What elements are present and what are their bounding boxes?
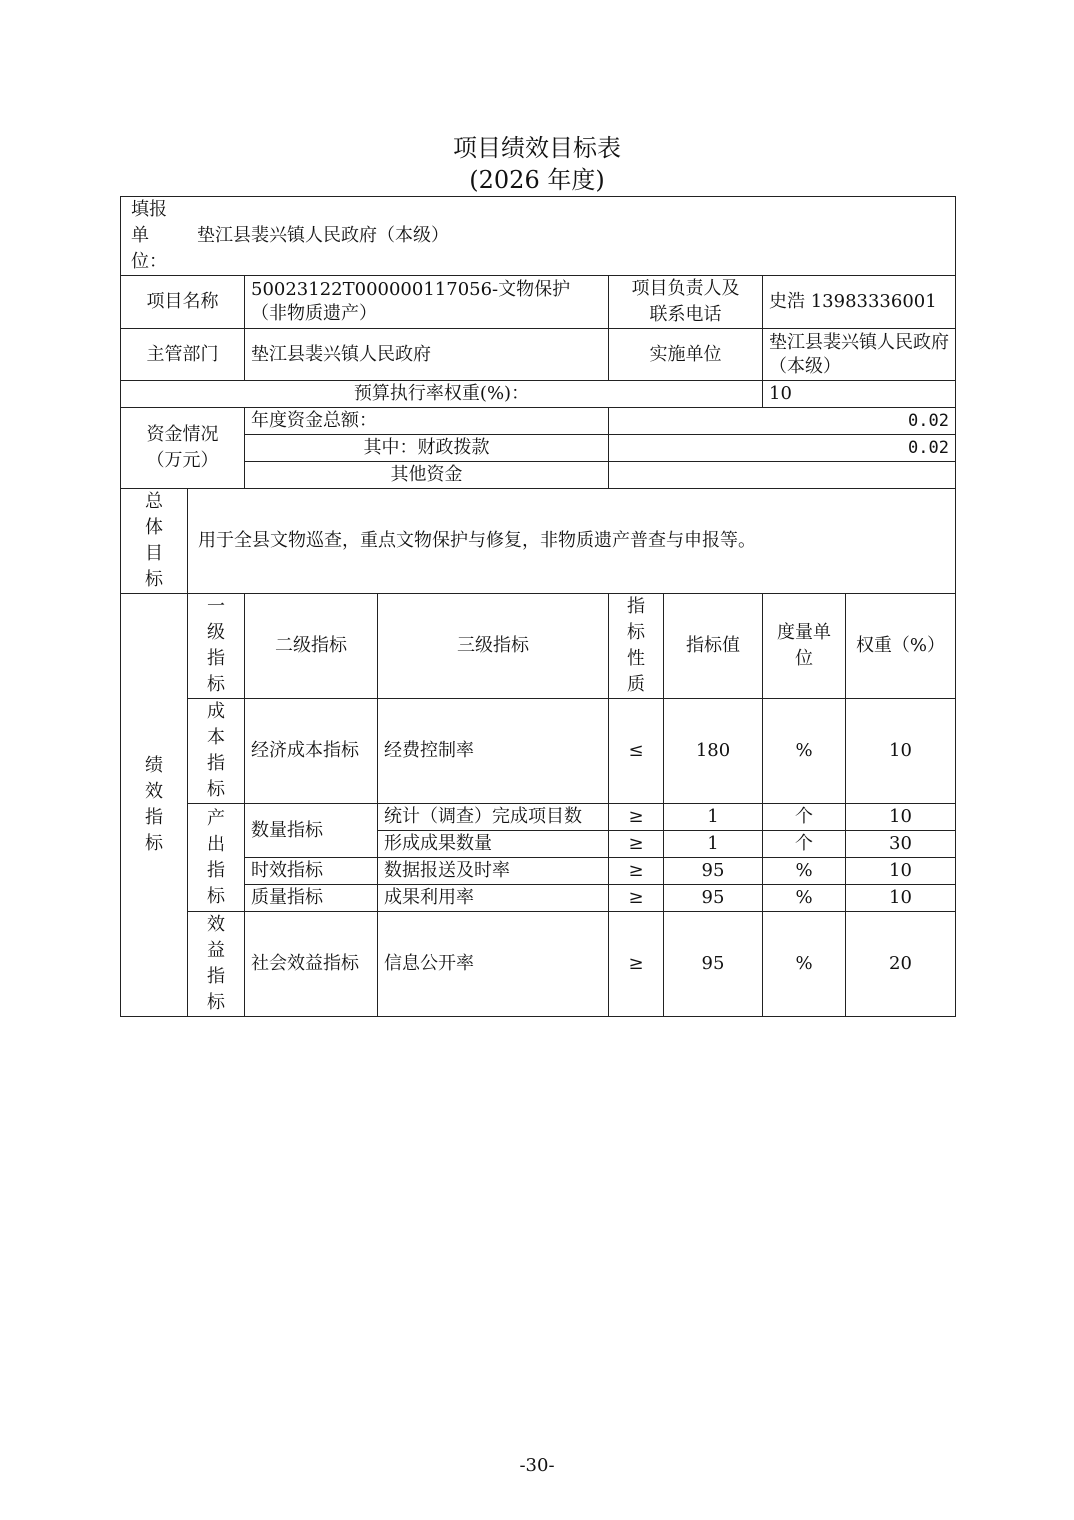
budget-rate-label: 预算执行率权重(%)： — [121, 381, 763, 408]
timeliness-value: 95 — [664, 858, 763, 885]
cost-value: 180 — [664, 699, 763, 804]
report-unit-row — [121, 197, 956, 276]
benefit-weight: 20 — [846, 912, 956, 1017]
responsible-value: 史浩 13983336001 — [763, 276, 956, 329]
timeliness-weight: 10 — [846, 858, 956, 885]
cost-weight: 10 — [846, 699, 956, 804]
header-unit: 度量单 位 — [763, 594, 846, 699]
budget-rate-row — [121, 381, 956, 408]
funds-other-row — [121, 462, 956, 489]
timeliness-level2: 时效指标 — [245, 858, 378, 885]
page-subtitle: (2026 年度) — [469, 166, 605, 194]
benefit-value: 95 — [664, 912, 763, 1017]
header-level1: 一 级 指 标 — [188, 594, 245, 699]
indicators-label: 绩 效 指 标 — [121, 594, 188, 1017]
budget-rate-value: 10 — [763, 381, 956, 408]
implementer-label: 实施单位 — [609, 329, 763, 381]
header-level2: 二级指标 — [245, 594, 378, 699]
header-level3: 三级指标 — [378, 594, 609, 699]
overall-goal-label: 总 体 目 标 — [121, 489, 188, 594]
quality-level2: 质量指标 — [245, 885, 378, 912]
page-number: -30- — [519, 1455, 555, 1476]
quality-unit: % — [763, 885, 846, 912]
timeliness-unit: % — [763, 858, 846, 885]
quantity-unit-2: 个 — [763, 831, 846, 858]
header-weight: 权重（%） — [846, 594, 956, 699]
quantity-value-1: 1 — [664, 804, 763, 831]
benefit-unit: % — [763, 912, 846, 1017]
funds-other-label: 其他资金 — [245, 462, 609, 489]
timeliness-nature: ≥ — [609, 858, 664, 885]
overall-goal-text: 用于全县文物巡查，重点文物保护与修复，非物质遗产普查与申报等。 — [188, 489, 956, 594]
table-row — [121, 885, 956, 912]
report-unit-label: 填报 单 位： — [131, 199, 167, 272]
quality-weight: 10 — [846, 885, 956, 912]
quantity-level3-2: 形成成果数量 — [378, 831, 609, 858]
cost-unit: % — [763, 699, 846, 804]
implementer-value: 垫江县裴兴镇人民政府（本级） — [763, 329, 956, 381]
project-name-row — [121, 276, 956, 329]
timeliness-level3: 数据报送及时率 — [378, 858, 609, 885]
quality-value: 95 — [664, 885, 763, 912]
benefit-level1: 效 益 指 标 — [188, 912, 245, 1017]
quantity-level2: 数量指标 — [245, 804, 378, 858]
quantity-unit-1: 个 — [763, 804, 846, 831]
funds-total-row — [121, 408, 956, 435]
benefit-nature: ≥ — [609, 912, 664, 1017]
funds-fiscal-value: 0.02 — [609, 435, 956, 462]
cost-nature: ≤ — [609, 699, 664, 804]
benefit-level2: 社会效益指标 — [245, 912, 378, 1017]
cost-level3: 经费控制率 — [378, 699, 609, 804]
quantity-nature-1: ≥ — [609, 804, 664, 831]
funds-other-value — [609, 462, 956, 489]
table-row — [121, 858, 956, 885]
table-row — [121, 699, 956, 804]
quality-level3: 成果利用率 — [378, 885, 609, 912]
quantity-weight-2: 30 — [846, 831, 956, 858]
funds-total-label: 年度资金总额： — [245, 408, 609, 435]
output-level1: 产 出 指 标 — [188, 804, 245, 912]
table-row — [121, 912, 956, 1017]
header-value: 指标值 — [664, 594, 763, 699]
project-name-value: 50023122T000000117056-文物保护（非物质遗产） — [245, 276, 609, 329]
cost-level1: 成 本 指 标 — [188, 699, 245, 804]
department-row — [121, 329, 956, 381]
quantity-nature-2: ≥ — [609, 831, 664, 858]
project-name-label: 项目名称 — [121, 276, 245, 329]
funds-fiscal-row — [121, 435, 956, 462]
benefit-level3: 信息公开率 — [378, 912, 609, 1017]
overall-goal-row — [121, 489, 956, 594]
report-unit-value: 垫江县裴兴镇人民政府（本级） — [197, 225, 449, 246]
table-row — [121, 804, 956, 831]
quality-nature: ≥ — [609, 885, 664, 912]
header-nature: 指 标 性 质 — [609, 594, 664, 699]
quantity-weight-1: 10 — [846, 804, 956, 831]
indicator-header-row — [121, 594, 956, 699]
page-title: 项目绩效目标表 — [453, 134, 621, 162]
quantity-value-2: 1 — [664, 831, 763, 858]
department-value: 垫江县裴兴镇人民政府 — [245, 329, 609, 381]
funds-fiscal-label: 其中：财政拨款 — [245, 435, 609, 462]
funds-label: 资金情况 （万元） — [121, 408, 245, 489]
performance-target-table — [120, 196, 956, 1017]
department-label: 主管部门 — [121, 329, 245, 381]
cost-level2: 经济成本指标 — [245, 699, 378, 804]
funds-total-value: 0.02 — [609, 408, 956, 435]
responsible-label: 项目负责人及 联系电话 — [609, 276, 763, 329]
quantity-level3-1: 统计（调查）完成项目数 — [378, 804, 609, 831]
